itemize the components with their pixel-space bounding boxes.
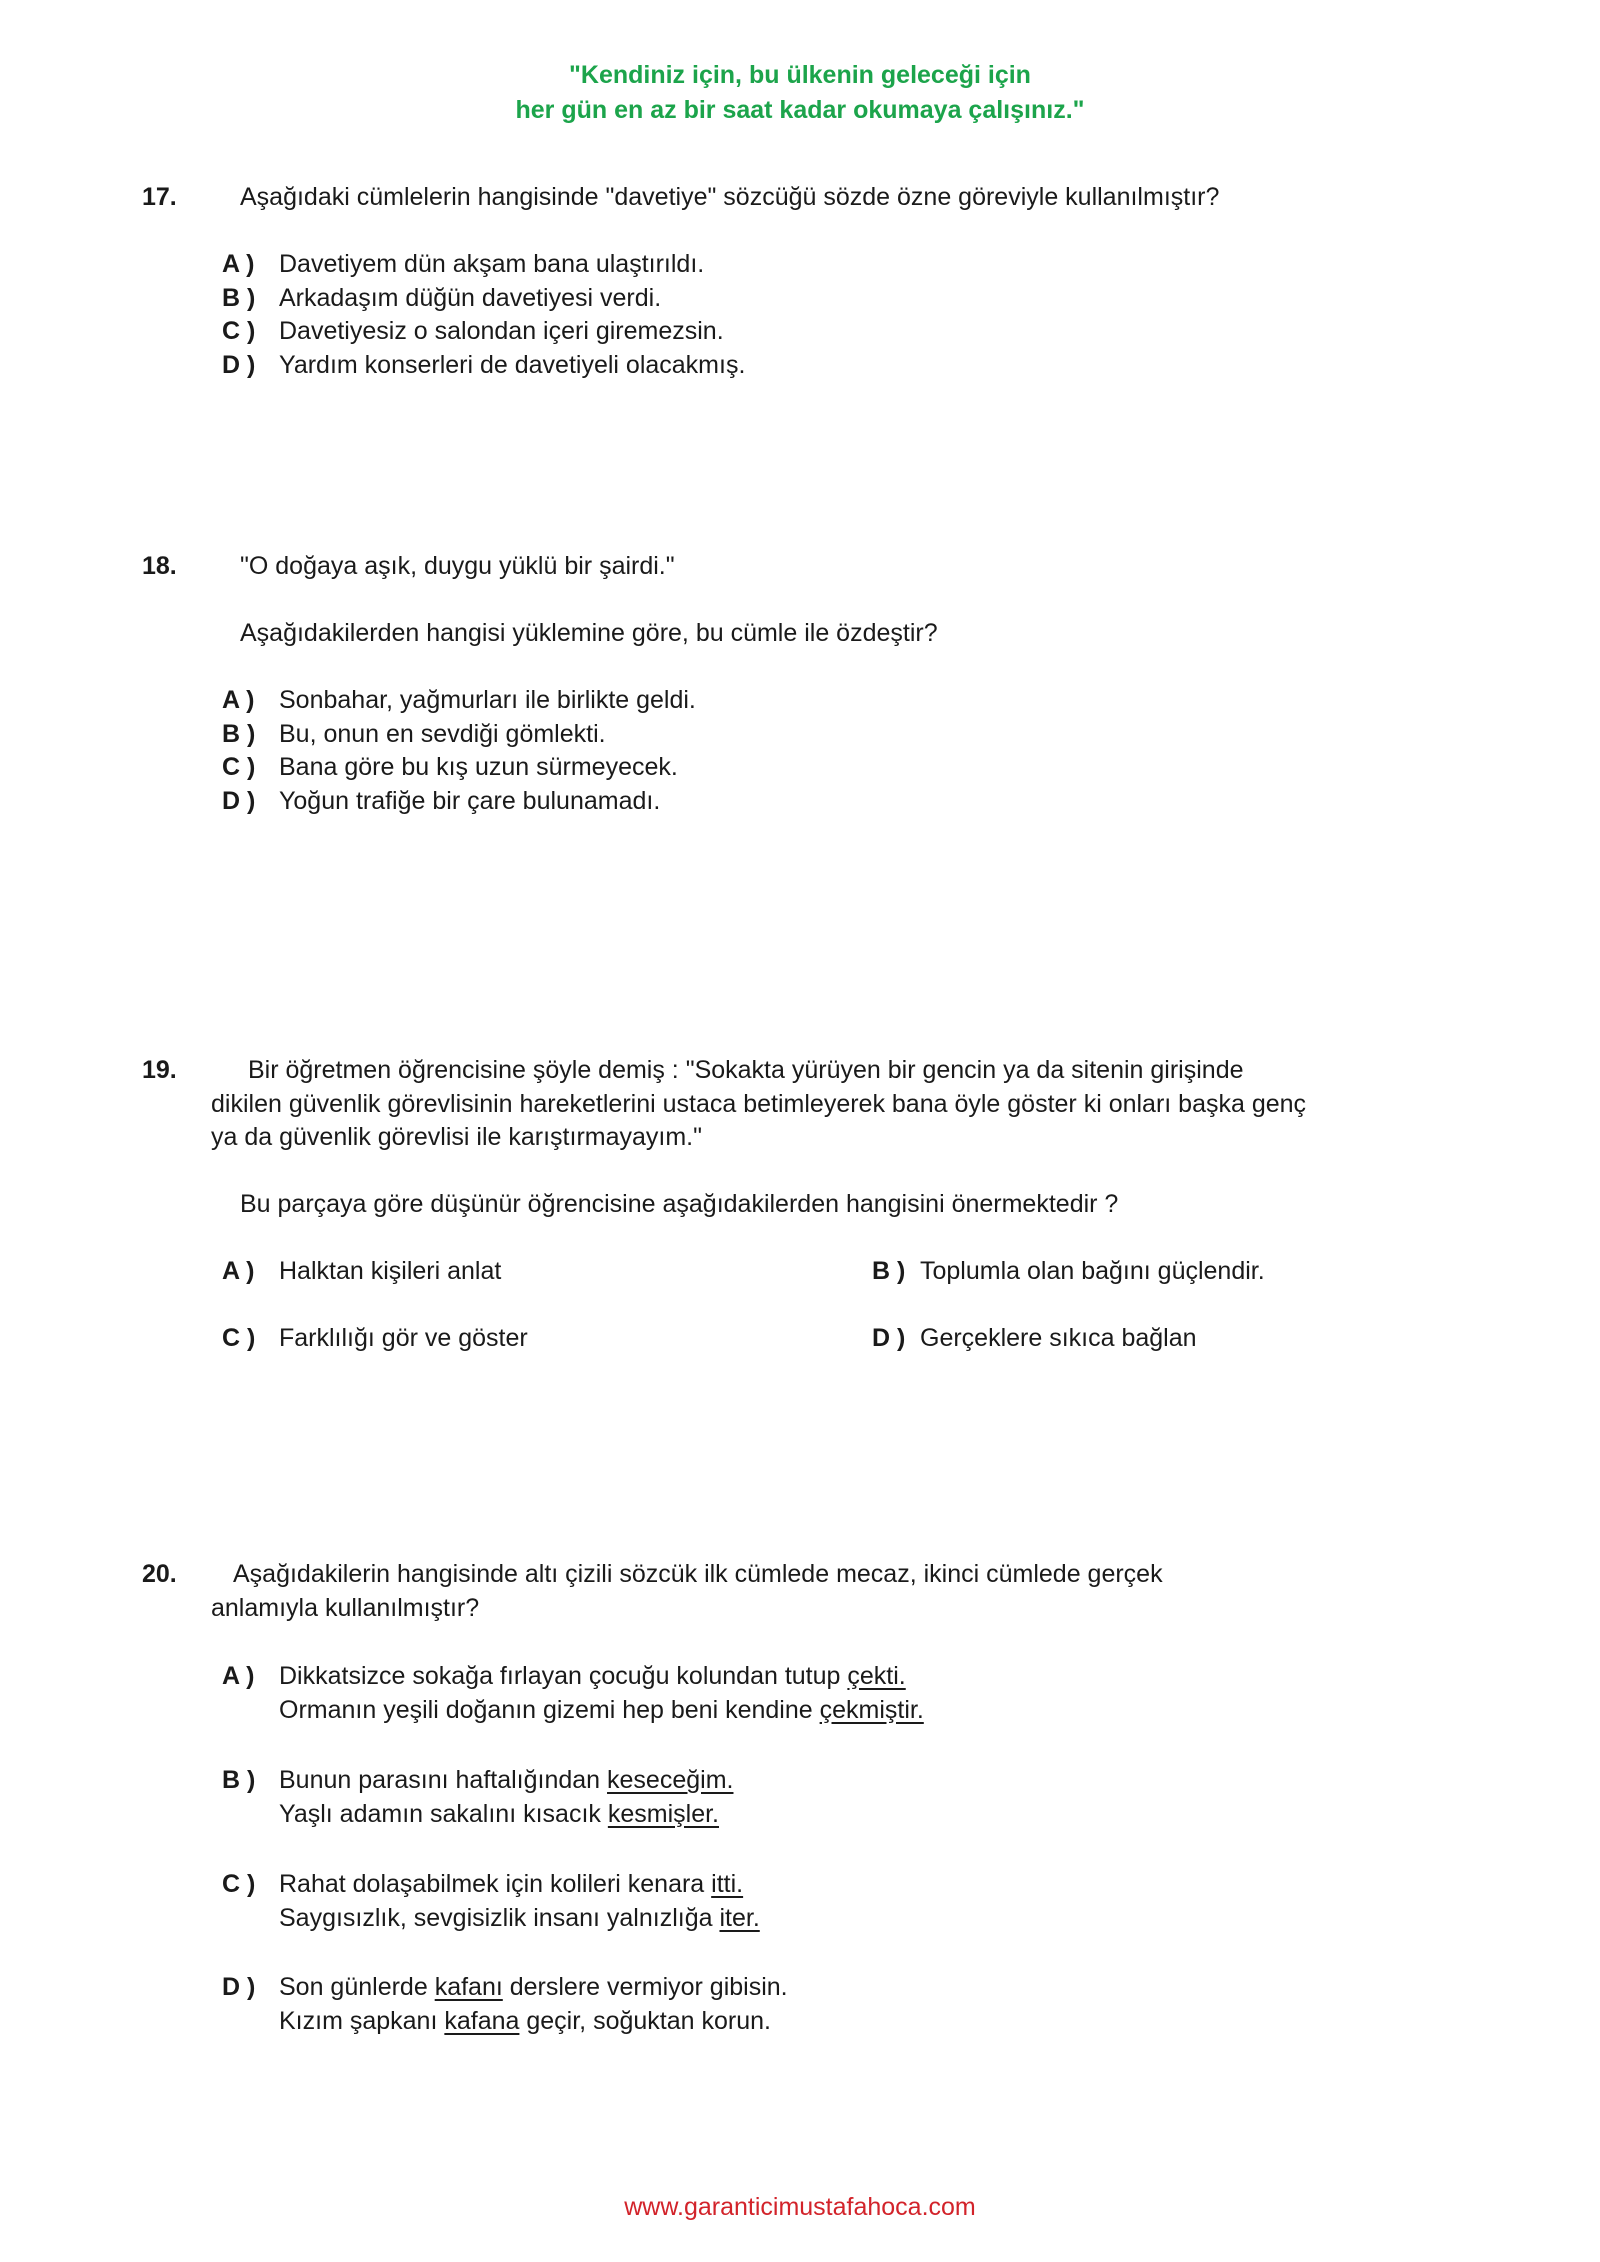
option-c-letter: C ) xyxy=(222,1324,256,1352)
sentence-text: Kızım şapkanı xyxy=(279,2007,445,2035)
option-b-letter: B ) xyxy=(872,1257,906,1285)
passage-line-2: dikilen güvenlik görevlisinin hareketlerini ustaca betimleyerek bana öyle göster ki onları başka genç xyxy=(211,1090,1307,1118)
question-stem-line-2: anlamıyla kullanılmıştır? xyxy=(211,1594,480,1622)
sentence-text: Saygısızlık, sevgisizlik insanı yalnızlığa xyxy=(279,1904,720,1932)
underlined-word: kafana xyxy=(444,2007,520,2035)
option-a-sentence-2 xyxy=(279,1693,924,1727)
sentence-text: derslere vermiyor gibisin. xyxy=(502,1973,788,2001)
option-c-text: Farklılığı gör ve göster xyxy=(279,1324,528,1352)
question-stem: Aşağıdakilerden hangisi yüklemine göre, bu cümle ile özdeştir? xyxy=(240,619,938,647)
underlined-word: çekmiştir. xyxy=(819,1696,924,1724)
question-stem-line-1: Aşağıdakilerin hangisinde altı çizili sözcük ilk cümlede mecaz, ikinci cümlede gerçek xyxy=(233,1560,1163,1588)
option-d-letter: D ) xyxy=(222,787,256,815)
option-a-sentence-1 xyxy=(279,1659,906,1693)
question-stem: Aşağıdaki cümlelerin hangisinde "davetiye" sözcüğü sözde özne göreviyle kullanılmıştır? xyxy=(240,183,1220,211)
option-b-text: Bu, onun en sevdiği gömlekti. xyxy=(279,720,606,748)
option-d-letter: D ) xyxy=(222,351,256,379)
option-c-sentence-2 xyxy=(279,1901,760,1935)
option-a-letter: A ) xyxy=(222,1662,255,1690)
option-a-letter: A ) xyxy=(222,250,255,278)
underlined-word: itti. xyxy=(711,1870,744,1898)
option-d-text: Yardım konserleri de davetiyeli olacakmış. xyxy=(279,351,746,379)
sentence-text: Dikkatsizce sokağa fırlayan çocuğu kolundan tutup xyxy=(279,1662,848,1690)
passage-line-3: ya da güvenlik görevlisi ile karıştırmayayım." xyxy=(211,1123,702,1151)
question-number: 20. xyxy=(142,1560,177,1588)
sentence-text: Rahat dolaşabilmek için kolileri kenara xyxy=(279,1870,712,1898)
question-quote: "O doğaya aşık, duygu yüklü bir şairdi." xyxy=(240,552,675,580)
option-b-letter: B ) xyxy=(222,284,256,312)
option-d-sentence-1 xyxy=(279,1970,788,2004)
option-c-text: Davetiyesiz o salondan içeri giremezsin. xyxy=(279,317,724,345)
option-c-letter: C ) xyxy=(222,753,256,781)
option-d-letter: D ) xyxy=(872,1324,906,1352)
question-number: 19. xyxy=(142,1056,177,1084)
option-b-letter: B ) xyxy=(222,720,256,748)
option-b-letter: B ) xyxy=(222,1766,256,1794)
option-b-text: Toplumla olan bağını güçlendir. xyxy=(920,1257,1265,1285)
option-c-text: Bana göre bu kış uzun sürmeyecek. xyxy=(279,753,678,781)
option-b-sentence-2 xyxy=(279,1797,719,1831)
option-a-text: Sonbahar, yağmurları ile birlikte geldi. xyxy=(279,686,696,714)
sentence-text: Son günlerde xyxy=(279,1973,435,2001)
option-d-text: Gerçeklere sıkıca bağlan xyxy=(920,1324,1197,1352)
option-c-letter: C ) xyxy=(222,1870,256,1898)
question-stem: Bu parçaya göre düşünür öğrencisine aşağıdakilerden hangisini önermektedir ? xyxy=(240,1190,1119,1218)
option-d-letter: D ) xyxy=(222,1973,256,2001)
underlined-word: kesmişler. xyxy=(607,1800,719,1828)
underlined-word: kafanı xyxy=(434,1973,503,2001)
option-d-text: Yoğun trafiğe bir çare bulunamadı. xyxy=(279,787,661,815)
question-number: 17. xyxy=(142,183,177,211)
option-a-letter: A ) xyxy=(222,686,255,714)
footer-url[interactable]: www.garanticimustafahoca.com xyxy=(624,2193,976,2221)
option-b-text: Arkadaşım düğün davetiyesi verdi. xyxy=(279,284,662,312)
passage-line-1: Bir öğretmen öğrencisine şöyle demiş : "Sokakta yürüyen bir gencin ya da sitenin girişinde xyxy=(248,1056,1244,1084)
sentence-text: Yaşlı adamın sakalını kısacık xyxy=(279,1800,608,1828)
underlined-word: keseceğim. xyxy=(607,1766,734,1794)
option-a-text: Halktan kişileri anlat xyxy=(279,1257,502,1285)
option-a-letter: A ) xyxy=(222,1257,255,1285)
option-a-text: Davetiyem dün akşam bana ulaştırıldı. xyxy=(279,250,705,278)
underlined-word: iter. xyxy=(719,1904,760,1932)
motto-line-1: "Kendiniz için, bu ülkenin geleceği için xyxy=(569,61,1031,89)
sentence-text: geçir, soğuktan korun. xyxy=(519,2007,771,2035)
option-c-sentence-1 xyxy=(279,1867,743,1901)
question-number: 18. xyxy=(142,552,177,580)
option-d-sentence-2 xyxy=(279,2004,771,2038)
sentence-text: Bunun parasını haftalığından xyxy=(279,1766,608,1794)
option-b-sentence-1 xyxy=(279,1763,733,1797)
underlined-word: çekti. xyxy=(847,1662,906,1690)
option-c-letter: C ) xyxy=(222,317,256,345)
header-motto xyxy=(0,58,1600,128)
sentence-text: Ormanın yeşili doğanın gizemi hep beni kendine xyxy=(279,1696,820,1724)
motto-line-2: her gün en az bir saat kadar okumaya çalışınız." xyxy=(515,96,1085,124)
